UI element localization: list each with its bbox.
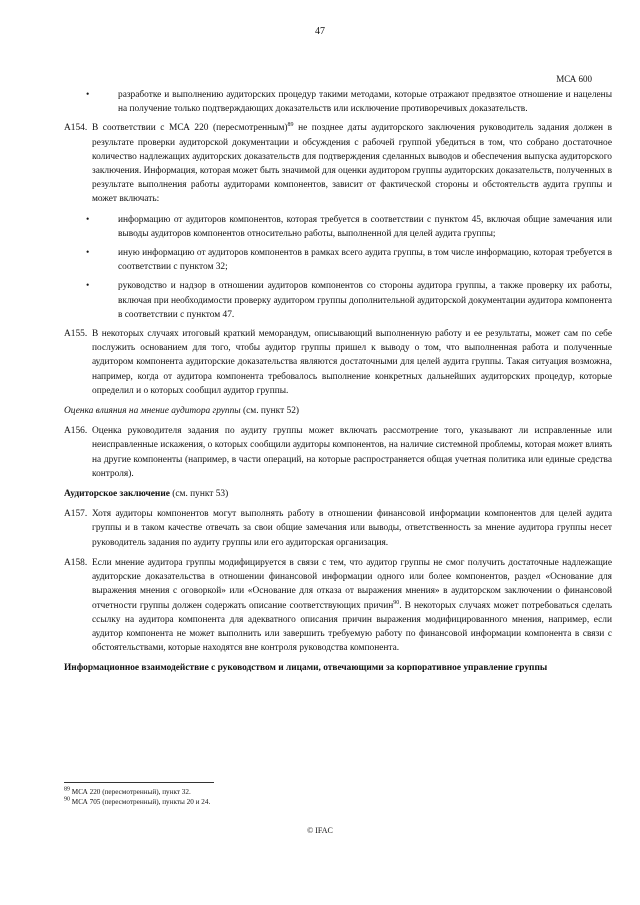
paragraph-text: Хотя аудиторы компонентов могут выполнять работу в отношении финансовой информации компонентов для целей аудита группы и в таком качестве отвечать за свои общие замечания или выводы, ответственность за мнение аудитора группы несет руководитель задания по аудиту группы или его аудиторская организация. [92, 509, 612, 548]
section-heading-evaluation [64, 404, 612, 418]
heading-bold-text: Аудиторское заключение [64, 489, 170, 500]
paragraph-number: A154. [64, 123, 88, 134]
footnote-ref: 90 [393, 599, 400, 606]
bullet-icon: • [86, 90, 90, 100]
paragraph-text-cont: не позднее даты аудиторского заключения руководитель задания должен в результате проверки аудиторской документации и обсуждения с рабочей группой убедиться в том, что собрано достаточное количество надлежащих аудиторских доказательств для подтверждения сделанных выводов и обеспечения выпуска аудиторского заключения. Информация, которая может быть значимой для оценки аудитором группы аудиторских доказательств, полученных в результате выполнения работы аудиторами компонентов, зависит от фактической стороны и обстоятельств аудита группы и может включать: [92, 123, 612, 205]
footnote-89 [64, 787, 364, 797]
paragraph-a157 [64, 507, 612, 550]
footnote-ref: 89 [287, 122, 294, 129]
bullet-text: иную информацию от аудиторов компонентов в рамках всего аудита группы, в том числе информацию, которая требуется в соответствии с пунктом 32; [118, 248, 612, 273]
paragraph-number: A155. [64, 329, 88, 340]
section-heading-communication: Информационное взаимодействие с руководством и лицами, отвечающими за корпоративное управление группы [64, 663, 548, 674]
paragraph-a155 [64, 327, 612, 398]
paragraph-number: A158. [64, 557, 88, 568]
paragraph-text: Если мнение аудитора группы модифицируется в связи с тем, что аудитор группы не смог получить достаточные надлежащие аудиторские доказательства в отношении финансовой информации одного или более компонентов, раздел «Основание для выражения мнения с оговоркой» или «Основание для отказа от выражения мнения» в аудиторском заключении о финансовой отчетности группы должен содержать описание соответствующих причин [92, 557, 612, 611]
paragraph-number: A157. [64, 509, 88, 520]
bullet-text: руководство и надзор в отношении аудиторов компонентов со стороны аудитора группы, а также проверку их работы, включая при необходимости проверку аудитором группы дополнительной аудиторской документации аудитора компонента в соответствии с пунктом 47. [118, 281, 612, 320]
paragraph-text: В соответствии с МСА 220 (пересмотренным) [92, 123, 288, 134]
footnote-divider [64, 782, 214, 783]
paragraph-a156 [64, 424, 612, 481]
heading-ref: (см. пункт 53) [169, 489, 229, 500]
paragraph-a158 [64, 556, 612, 655]
page-footer: © IFAC [307, 826, 333, 835]
paragraph-text: Оценка руководителя задания по аудиту группы может включать рассмотрение того, указывают ли исправленные или неисправленные искажения, о которых сообщили аудиторы компонентов, на наличие системной проблемы, которая может влиять на другие компоненты (например, в части операций, на которые распространяется общая учетная политика или единые средства контроля). [92, 426, 612, 479]
paragraph-text: В некоторых случаях итоговый краткий меморандум, описывающий выполненную работу и ее результаты, может сам по себе послужить основанием для того, чтобы аудитор группы пришел к выводу о том, что выполненная работа и полученные аудитором компонента аудиторские доказательства являются достаточными для целей аудита группы. Такая ситуация возможна, например, когда от аудитора компонента требовалось выполнение конкретных дальнейших аудиторских процедур, которые определил и о которых сообщил аудитор группы. [92, 329, 612, 396]
footnote-text: МСА 705 (пересмотренный), пункты 20 и 24. [70, 798, 211, 806]
section-heading-report [64, 487, 612, 501]
footnote-text: МСА 220 (пересмотренный), пункт 32. [70, 788, 191, 796]
heading-ref: (см. пункт 52) [240, 406, 300, 417]
bullet-icon: • [86, 281, 90, 292]
document-body [64, 88, 612, 682]
a154-bullet-2 [64, 246, 612, 274]
a154-bullet-3 [64, 279, 612, 322]
intro-bullet [64, 88, 612, 116]
paragraph-number: A156. [64, 426, 88, 437]
heading-italic-text: Оценка влияния на мнение аудитора группы [64, 406, 241, 417]
paragraph-text-cont: . В некоторых случаях может потребоваться сделать ссылку на аудитора компонента для адекватного описания причин выражения модифицированного мнения, например, если аудитор компонента не может выполнить или завершить требуемую работу по финансовой информации компонента в связи с обстоятельствами, которые находятся вне контроля руководства компонента. [92, 600, 612, 654]
footnote-90 [64, 797, 364, 807]
footnotes [64, 782, 364, 807]
footnote-marker: 90 [64, 796, 70, 803]
paragraph-a154 [64, 121, 612, 206]
bullet-icon: • [86, 248, 90, 259]
bullet-text: разработке и выполнению аудиторских процедур такими методами, которые отражают предвзятое отношение и нацелены на получение только подтверждающих доказательств или исключение противоречивых доказательств. [118, 90, 612, 115]
bullet-text: информацию от аудиторов компонентов, которая требуется в соответствии с пунктом 45, включая общие замечания или выводы аудиторов компонентов относительно работы, выполненной для целей аудита группы; [118, 214, 612, 239]
page-number: 47 [315, 26, 325, 37]
bullet-icon: • [86, 214, 90, 225]
footnote-marker: 89 [64, 786, 70, 793]
a154-bullet-1 [64, 213, 612, 241]
running-header: МСА 600 [556, 74, 592, 84]
